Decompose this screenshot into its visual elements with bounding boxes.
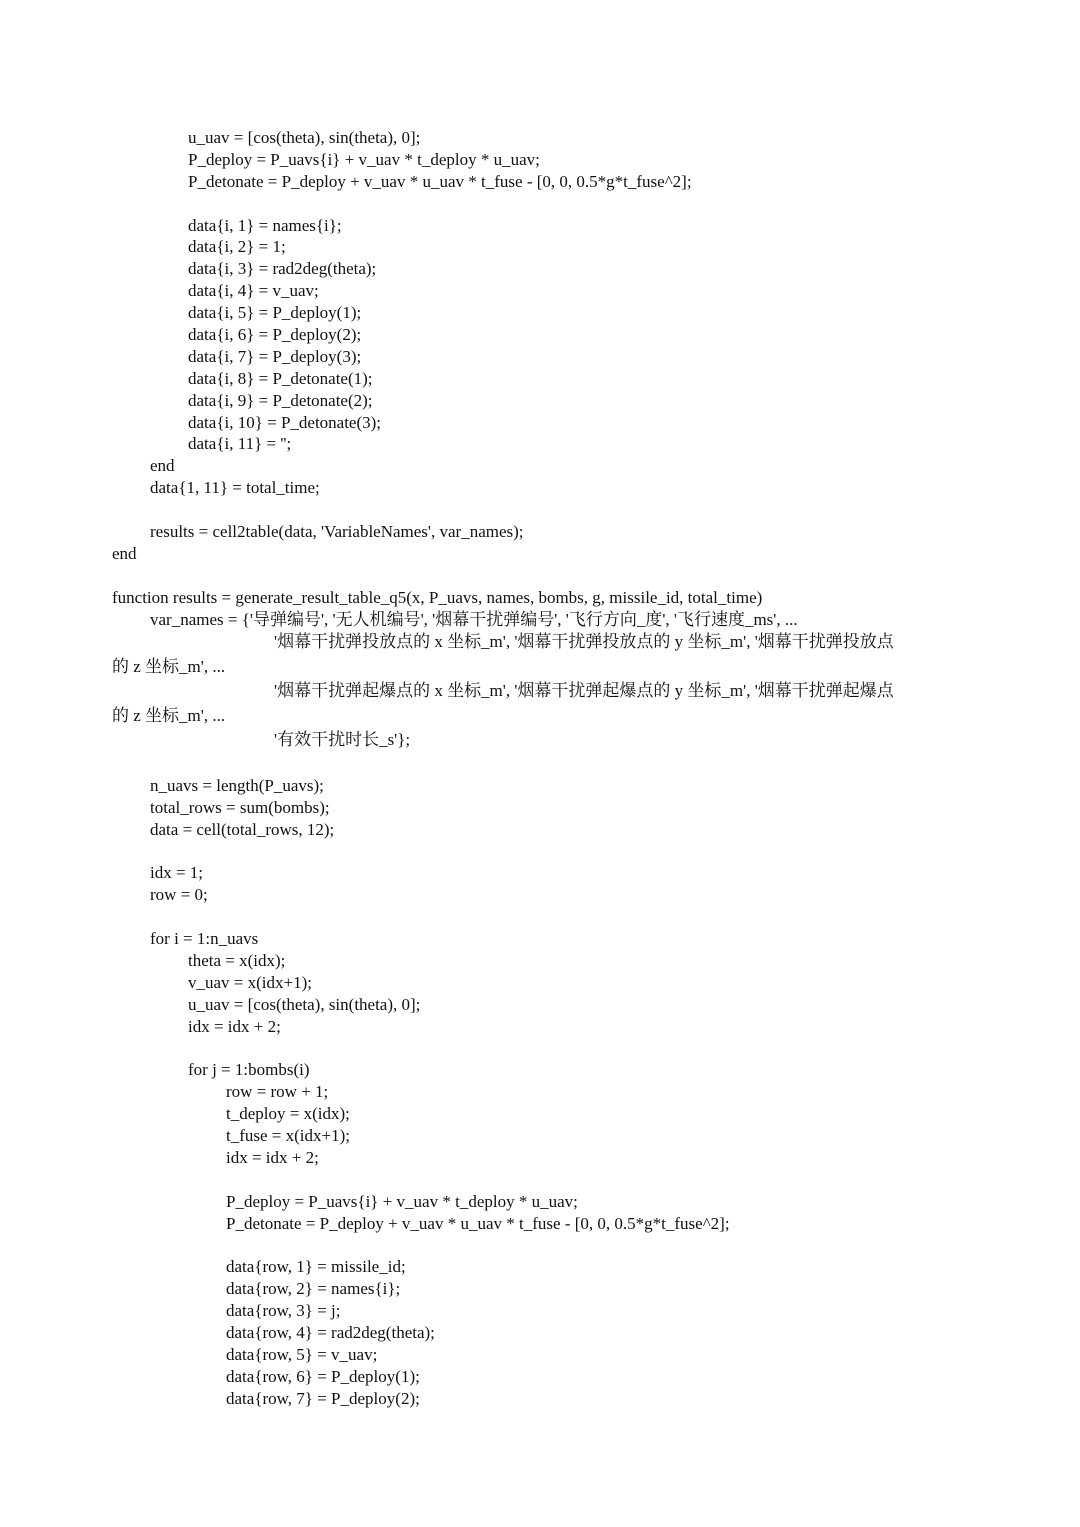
code-line: for i = 1:n_uavs [150,929,259,949]
code-line: data{i, 2} = 1; [188,237,286,257]
code-line: idx = idx + 2; [188,1016,281,1036]
code-line: data{i, 8} = P_detonate(1); [188,368,373,388]
code-line: data{i, 10} = P_detonate(3); [188,412,382,432]
code-line: u_uav = [cos(theta), sin(theta), 0]; [188,128,421,147]
code-line: data{row, 6} = P_deploy(1); [226,1366,420,1386]
code-line: data{1, 11} = total_time; [150,478,320,498]
code-line: idx = 1; [150,863,204,883]
code-line: 的 z 坐标_m', ... [112,656,226,676]
code-line: data{i, 5} = P_deploy(1); [188,303,362,323]
code-line: theta = x(idx); [188,951,286,970]
code-line: end [112,543,137,563]
blank-line [0,565,1080,587]
code-line: P_detonate = P_deploy + v_uav * u_uav * t_fuse - [0, 0, 0.5*g*t_fuse^2]; [188,171,692,191]
code-line: '烟幕干扰弹投放点的 x 坐标_m', '烟幕干扰弹投放点的 y 坐标_m', '烟幕干扰弹投放点 [274,632,894,652]
code-line: data = cell(total_rows, 12); [150,819,335,839]
code-line: '有效干扰时长_s'}; [274,730,411,750]
code-line: t_fuse = x(idx+1); [226,1126,350,1146]
code-line: function results = generate_result_table_q5(x, P_uavs, names, bombs, g, missile_id, total_time) [112,587,763,607]
code-line: data{row, 5} = v_uav; [226,1345,378,1365]
code-line: data{row, 1} = missile_id; [226,1257,406,1277]
code-line: total_rows = sum(bombs); [150,797,330,817]
code-line: u_uav = [cos(theta), sin(theta), 0]; [188,994,421,1014]
blank-line [0,753,1080,775]
code-line: data{row, 3} = j; [226,1301,341,1321]
blank-line [0,841,1080,863]
code-line: P_deploy = P_uavs{i} + v_uav * t_deploy * u_uav; [226,1191,578,1211]
code-line: end [150,456,175,476]
code-listing [0,127,1080,1410]
code-line: idx = idx + 2; [226,1148,319,1168]
blank-line [0,1038,1080,1060]
code-line: data{i, 11} = ''; [188,434,292,454]
code-line: P_detonate = P_deploy + v_uav * u_uav * t_fuse - [0, 0, 0.5*g*t_fuse^2]; [226,1213,730,1233]
blank-line [0,906,1080,928]
code-line: data{i, 6} = P_deploy(2); [188,325,362,345]
code-line: results = cell2table(data, 'VariableNames', var_names); [150,522,524,542]
blank-line [0,193,1080,215]
code-line: data{i, 4} = v_uav; [188,281,319,301]
code-line: '烟幕干扰弹起爆点的 x 坐标_m', '烟幕干扰弹起爆点的 y 坐标_m', '烟幕干扰弹起爆点 [274,681,894,701]
code-line: row = row + 1; [226,1082,329,1102]
code-line: data{row, 7} = P_deploy(2); [226,1388,420,1408]
code-line: data{i, 9} = P_detonate(2); [188,390,373,410]
blank-line [0,1235,1080,1257]
code-line: v_uav = x(idx+1); [188,972,312,992]
code-line: var_names = {'导弹编号', '无人机编号', '烟幕干扰弹编号', '飞行方向_度', '飞行速度_ms', ... [150,609,798,629]
code-line: P_deploy = P_uavs{i} + v_uav * t_deploy * u_uav; [188,149,540,169]
code-line: 的 z 坐标_m', ... [112,705,226,725]
code-line: t_deploy = x(idx); [226,1104,350,1124]
code-line: data{i, 7} = P_deploy(3); [188,346,362,366]
code-line: data{i, 3} = rad2deg(theta); [188,259,377,279]
blank-line [0,499,1080,521]
code-line: for j = 1:bombs(i) [188,1060,310,1080]
code-line: n_uavs = length(P_uavs); [150,775,324,795]
blank-line [0,1169,1080,1191]
code-line: data{i, 1} = names{i}; [188,215,342,235]
code-line: row = 0; [150,885,208,905]
code-line: data{row, 4} = rad2deg(theta); [226,1323,435,1343]
code-line: data{row, 2} = names{i}; [226,1279,401,1299]
